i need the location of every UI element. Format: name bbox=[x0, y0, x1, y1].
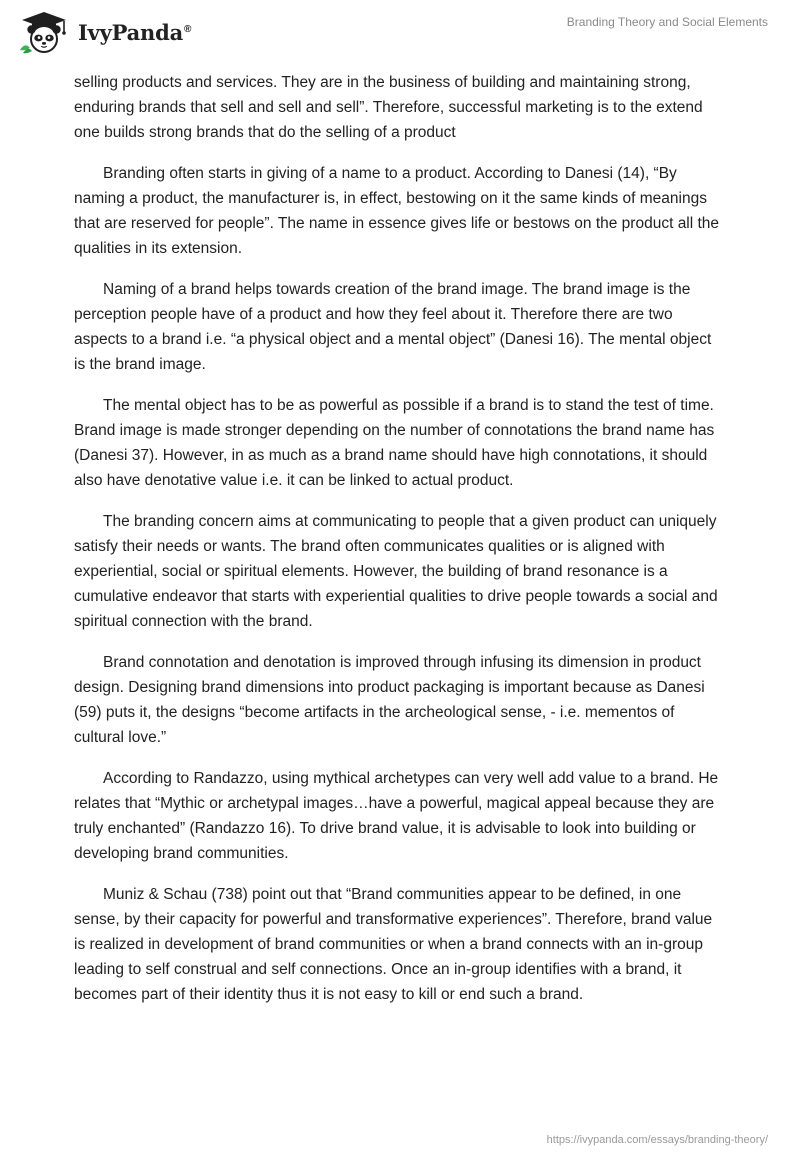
brand-name bbox=[78, 20, 191, 45]
brand-name-text: IvyPanda bbox=[78, 19, 184, 45]
paragraph: Branding often starts in giving of a name to a product. According to Danesi (14), “By naming a product, the manufacturer is, in effect, bestowing on it the same kinds of meanings that are reserved for people”. The name in essence gives life or bestows on the product all the qualities in its extension. bbox=[74, 165, 720, 257]
essay-body bbox=[74, 70, 726, 1023]
page-header bbox=[0, 0, 800, 72]
paragraph: Muniz & Schau (738) point out that “Brand communities appear to be defined, in one sense, by their capacity for powerful and transformative experiences”. Therefore, brand value is realized in development of brand communities or when a brand connects with an in-group leading to self construal and self connections. Once an in-group identifies with a brand, it becomes part of their identity thus it is not easy to kill or end such a brand. bbox=[74, 886, 713, 1003]
paragraph: The mental object has to be as powerful as possible if a brand is to stand the test of time. Brand image is made stronger depending on the number of connotations the brand name has (Danesi 37). However, in as much as a brand name should have high connotations, it should also have denotative value i.e. it can be linked to actual product. bbox=[74, 397, 715, 489]
ivypanda-logo[interactable] bbox=[16, 10, 191, 54]
document-title: Branding Theory and Social Elements bbox=[566, 15, 768, 29]
paragraph: Naming of a brand helps towards creation of the brand image. The brand image is the perception people have of a product and how they feel about it. Therefore there are two aspects to a brand i.e. “a physical object and a mental object” (Danesi 16). The mental object is the brand image. bbox=[74, 281, 712, 373]
paragraph: According to Randazzo, using mythical archetypes can very well add value to a brand. He relates that “Mythic or archetypal images…have a powerful, magical appeal because they are truly enchanted” (Randazzo 16). To drive brand value, it is advisable to look into building or developing brand communities. bbox=[74, 770, 719, 862]
paragraph-continued: selling products and services. They are in the business of building and maintaining strong, enduring brands that sell and sell and sell”. Therefore, successful marketing is to the extend one builds strong brands that do the selling of a product bbox=[74, 74, 703, 141]
panda-graduate-icon bbox=[16, 10, 72, 54]
registered-mark: ® bbox=[184, 23, 192, 35]
paragraph: Brand connotation and denotation is improved through infusing its dimension in product design. Designing brand dimensions into product packaging is important because as Danesi (59) puts it, the designs “become artifacts in the archeological sense, - i.e. mementos of cultural love.” bbox=[74, 654, 705, 746]
paragraph: The branding concern aims at communicating to people that a given product can uniquely satisfy their needs or wants. The brand often communicates qualities or is aligned with experiential, social or spiritual elements. However, the building of brand resonance is a cumulative endeavor that starts with experiential qualities to drive people towards a social and spiritual connection with the brand. bbox=[74, 513, 718, 630]
source-url-link[interactable]: https://ivypanda.com/essays/branding-theory/ bbox=[546, 1134, 768, 1146]
